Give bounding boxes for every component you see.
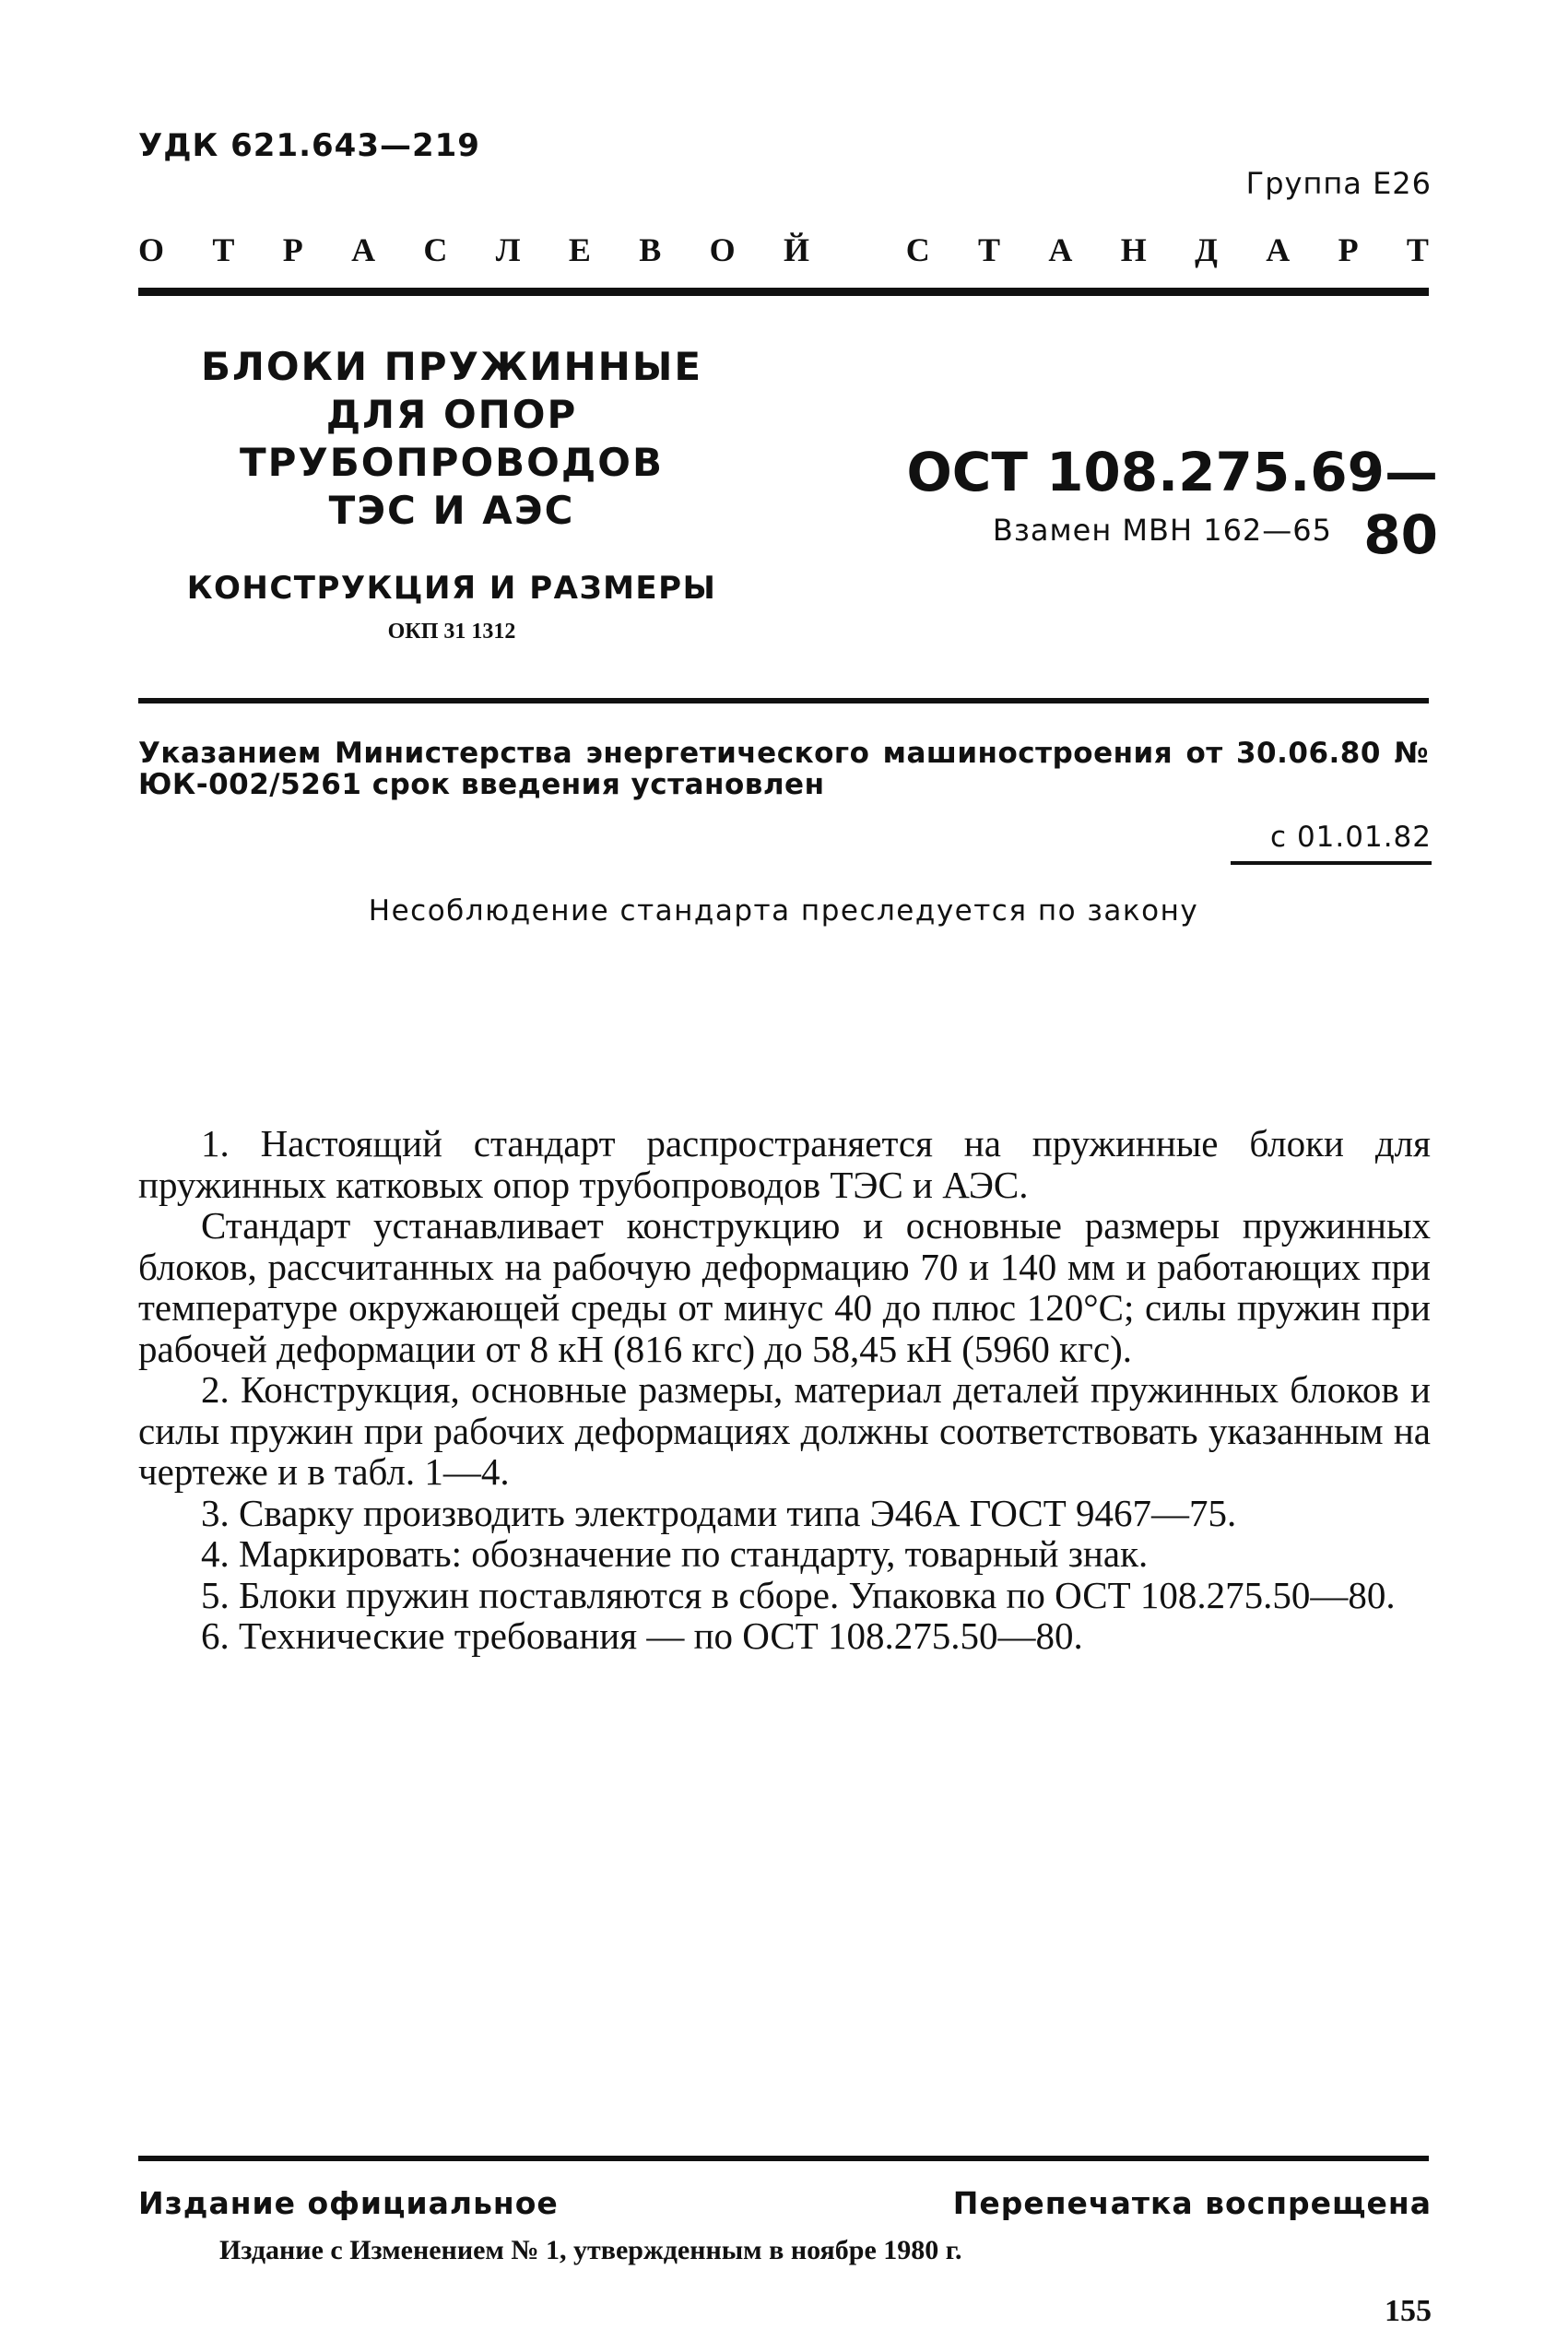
- banner-letter: Т: [978, 231, 1001, 268]
- body-paragraph: 6. Технические требования — по ОСТ 108.275.50—80.: [201, 1614, 1083, 1657]
- banner-letter: Т: [212, 231, 235, 268]
- date-underline: [1231, 861, 1432, 865]
- industry-standard-banner: [138, 231, 1429, 269]
- ministry-directive: Указанием Министерства энергетического машиностроения от 30.06.80 № ЮК-002/5261 срок введения установлен: [138, 737, 1429, 801]
- banner-letter: А: [1266, 231, 1291, 268]
- reprint-prohibited-label: Перепечатка воспрещена: [952, 2185, 1432, 2221]
- banner-letter: Е: [568, 231, 591, 268]
- banner-letter: Р: [282, 231, 303, 268]
- title-line: ТЭС И АЭС: [328, 488, 575, 533]
- banner-letter: О: [138, 231, 165, 268]
- okp-code: ОКП 31 1312: [387, 620, 516, 644]
- official-edition-label: Издание официальное: [138, 2185, 559, 2221]
- title-line: ДЛЯ ОПОР: [325, 392, 578, 437]
- title-line: ТРУБОПРОВОДОВ: [239, 440, 664, 485]
- banner-letter: Л: [495, 231, 521, 268]
- udk-code: УДК 621.643—219: [138, 127, 480, 164]
- body-paragraph: 4. Маркировать: обозначение по стандарту, товарный знак.: [201, 1532, 1149, 1575]
- banner-letter: Р: [1338, 231, 1359, 268]
- header-divider: [138, 288, 1429, 296]
- banner-letter: Н: [1120, 231, 1147, 268]
- body-paragraph: 2. Конструкция, основные размеры, материал деталей пружинных блоков и силы пружин при рабочих деформациях должны соответствовать указанным на чертеже и в табл. 1—4.: [138, 1368, 1431, 1493]
- replaces-standard: Взамен МВН 162—65: [992, 513, 1332, 548]
- body-paragraph: 5. Блоки пружин поставляются в сборе. Упаковка по ОСТ 108.275.50—80.: [201, 1573, 1396, 1616]
- body-paragraph: 3. Сварку производить электродами типа Э46А ГОСТ 9467—75.: [201, 1491, 1237, 1534]
- body-paragraph: 1. Настоящий стандарт распространяется на пружинные блоки для пружинных катковых опор трубопроводов ТЭС и АЭС.: [138, 1122, 1431, 1206]
- amendment-note: Издание с Изменением № 1, утвержденным в ноябре 1980 г.: [219, 2235, 962, 2265]
- footer-divider: [138, 2156, 1429, 2161]
- law-notice: Несоблюдение стандарта преследуется по закону: [368, 894, 1199, 928]
- banner-letter: Й: [784, 231, 810, 268]
- body-paragraph: Стандарт устанавливает конструкцию и основные размеры пружинных блоков, рассчитанных на рабочую деформацию 70 и 140 мм и работающих при температуре окружающей среды от минус 40 до плюс 120°С; силы пружин при рабочей деформации от 8 кН (816 кгс) до 58,45 кН (5960 кгс).: [138, 1204, 1431, 1370]
- page-number: 155: [1385, 2294, 1432, 2328]
- document-title: [175, 343, 728, 535]
- body-text: [138, 1123, 1431, 1657]
- document-subtitle: КОНСТРУКЦИЯ И РАЗМЕРЫ: [186, 570, 717, 607]
- banner-letter: О: [709, 231, 736, 268]
- standard-number: ОСТ 108.275.69—80: [906, 441, 1438, 566]
- title-divider: [138, 698, 1429, 703]
- banner-letter: С: [905, 231, 930, 268]
- banner-letter: А: [1048, 231, 1073, 268]
- effective-date: с 01.01.82: [1270, 821, 1432, 854]
- banner-letter: Т: [1406, 231, 1429, 268]
- group-code: Группа Е26: [1245, 166, 1432, 201]
- banner-letter: С: [423, 231, 448, 268]
- banner-letter: В: [639, 231, 662, 268]
- banner-letter: А: [351, 231, 376, 268]
- title-line: БЛОКИ ПРУЖИННЫЕ: [200, 344, 703, 389]
- banner-letter: Д: [1195, 231, 1218, 268]
